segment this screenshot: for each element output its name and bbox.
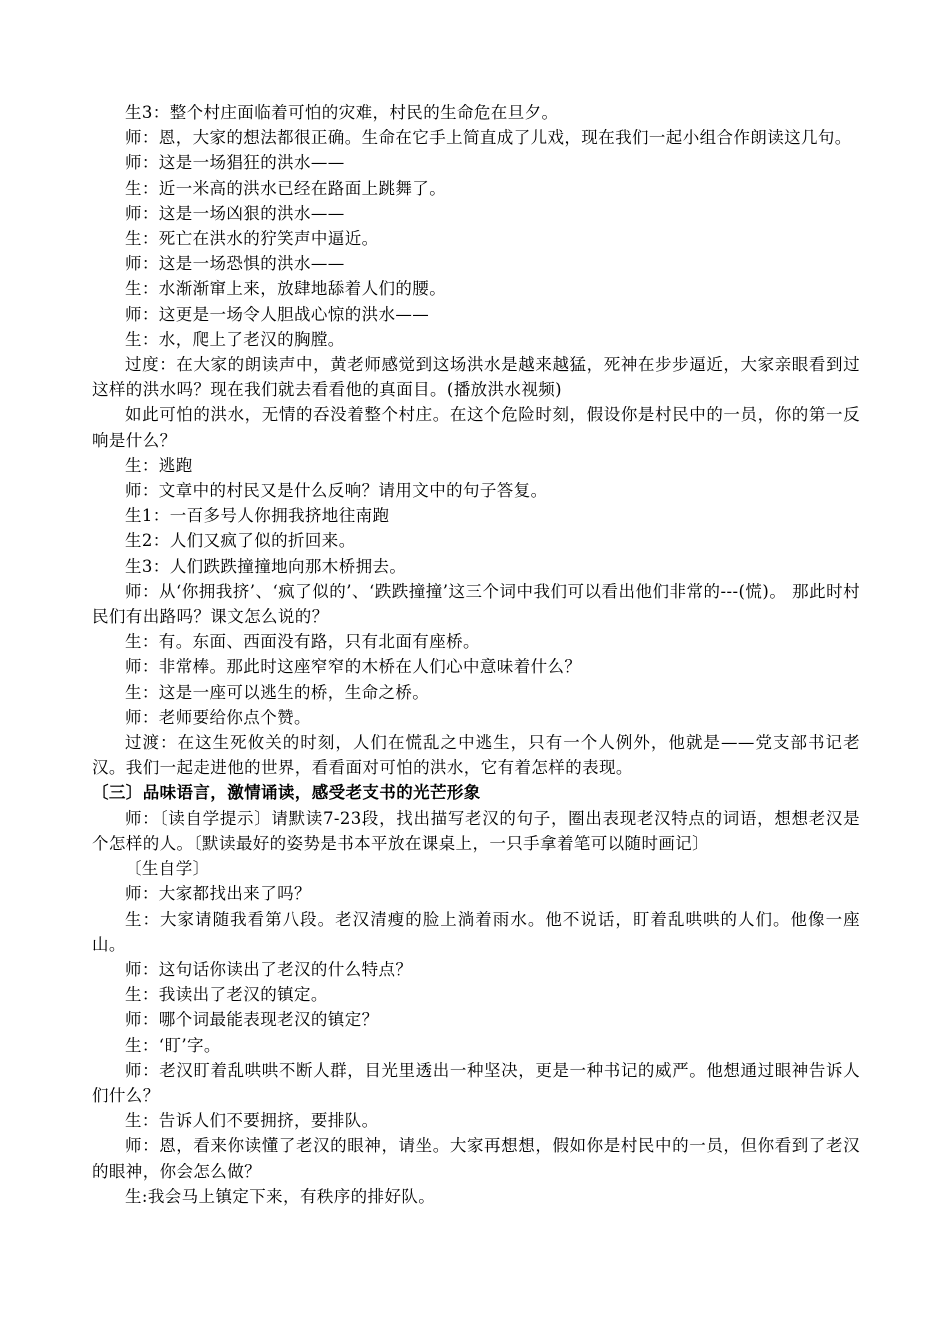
paragraph: 生：近一米高的洪水已经在路面上跳舞了。 [125,178,447,198]
paragraph: 师：恩，大家的想法都很正确。生命在它手上简直成了儿戏，现在我们一起小组合作朗读这几句。 [125,128,852,148]
paragraph: 师：哪个词最能表现老汉的镇定？ [125,1010,379,1030]
paragraph: 生：逃跑 [125,455,193,475]
document-page [92,100,860,1209]
paragraph: 师：文章中的村民又是什么反响？请用文中的句子答复。 [125,481,548,501]
paragraph: 师：这句话你读出了老汉的什么特点？ [125,959,413,979]
paragraph: 师：〔读自学提示〕请默读7-23段，找出描写老汉的句子，圈出表现老汉特点的词语，想想老汉是个怎样的人。〔默读最好的姿势是书本平放在课桌上，一只手拿着笔可以随时画记〕 [92,808,860,853]
paragraph: 师：这是一场凶狠的洪水—— [125,203,345,223]
paragraph: 生：有。东面、西面没有路，只有北面有座桥。 [125,632,480,652]
paragraph: 师：非常棒。那此时这座窄窄的木桥在人们心中意味着什么？ [125,657,582,677]
paragraph: 师：老师要给你点个赞。 [125,707,311,727]
paragraph: 师：这是一场恐惧的洪水—— [125,254,345,274]
paragraph: 师：恩，看来你读懂了老汉的眼神，请坐。大家再想想，假如你是村民中的一员，但你看到了老汉的眼神，你会怎么做？ [92,1136,860,1181]
paragraph: 师：这是一场猖狂的洪水—— [125,153,345,173]
section-heading: 〔三〕品味语言，激情诵读，感受老支书的光芒形象 [92,783,481,803]
paragraph: 师：从‘你拥我挤’、‘疯了似的’、‘跌跌撞撞’这三个词中我们可以看出他们非常的---(慌)。 那此时村民们有出路吗？课文怎么说的？ [92,581,860,627]
paragraph: 师：大家都找出来了吗？ [125,884,311,904]
paragraph: 生：我读出了老汉的镇定。 [125,985,328,1005]
paragraph: 生2：人们又疯了似的折回来。 [125,531,356,551]
paragraph: 师：老汉盯着乱哄哄不断人群，目光里透出一种坚决，更是一种书记的威严。他想通过眼神告诉人们什么？ [92,1060,860,1105]
paragraph: 生：水渐渐窜上来，放肆地舔着人们的腰。 [125,279,447,299]
paragraph: 生3：整个村庄面临着可怕的灾难，村民的生命危在旦夕。 [125,103,559,122]
paragraph: 生：告诉人们不要拥挤，要排队。 [125,1111,379,1131]
paragraph: 过渡：在这生死攸关的时刻，人们在慌乱之中逃生，只有一个人例外，他就是——党支部书记老汉。我们一起走进他的世界，看看面对可怕的洪水，它有着怎样的表现。 [92,733,860,778]
paragraph: 〔生自学〕 [125,859,210,879]
paragraph: 过度：在大家的朗读声中，黄老师感觉到这场洪水是越来越猛，死神在步步逼近，大家亲眼看到过这样的洪水吗？现在我们就去看看他的真面目。(播放洪水视频) [92,355,860,400]
paragraph: 如此可怕的洪水，无情的吞没着整个村庄。在这个危险时刻，假设你是村民中的一员，你的第一反响是什么？ [92,405,860,450]
paragraph: 生3：人们跌跌撞撞地向那木桥拥去。 [125,556,407,576]
paragraph: 生:我会马上镇定下来，有秩序的排好队。 [125,1186,436,1206]
paragraph: 生：这是一座可以逃生的桥，生命之桥。 [125,682,430,702]
paragraph: 生：水，爬上了老汉的胸膛。 [125,329,345,349]
paragraph: 师：这更是一场令人胆战心惊的洪水—— [125,304,430,324]
paragraph: 生：死亡在洪水的狞笑声中逼近。 [125,229,379,249]
paragraph: 生：‘盯’字。 [125,1035,221,1055]
paragraph: 生1：一百多号人你拥我挤地往南跑 [125,506,390,526]
paragraph: 生：大家请随我看第八段。老汉清瘦的脸上淌着雨水。他不说话，盯着乱哄哄的人们。他像一座山。 [92,909,860,954]
